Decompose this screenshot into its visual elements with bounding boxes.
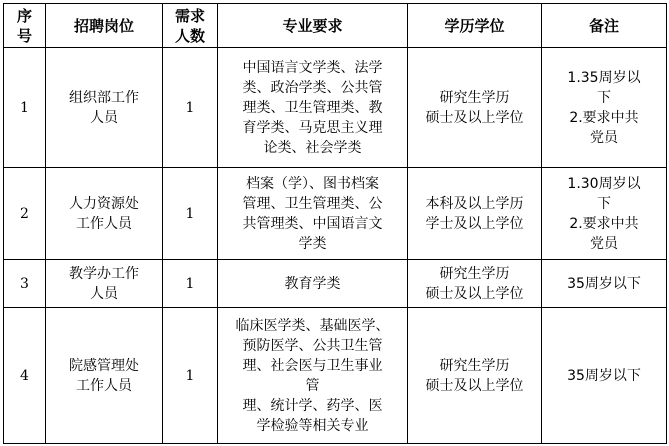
header-notes: 备注 [542, 4, 667, 48]
degree-line: 研究生学历 [439, 357, 510, 374]
row-position [46, 308, 163, 444]
table-row [4, 48, 667, 168]
major-line: 预防医学、公共卫生管 [242, 337, 383, 354]
row-count: 1 [163, 308, 218, 444]
major-line: 理类、卫生管理类、教 [242, 99, 383, 116]
row-notes [542, 48, 667, 168]
header-row [4, 4, 667, 48]
row-index: 1 [4, 48, 46, 168]
major-line: 教育学类 [284, 275, 341, 292]
row-count: 1 [163, 48, 218, 168]
row-count: 1 [163, 168, 218, 260]
notes-line: 1.35周岁以 [567, 69, 641, 86]
notes-line: 1.30周岁以 [567, 175, 641, 192]
header-index-line: 号 [16, 26, 32, 45]
degree-line: 硕士及以上学位 [425, 109, 524, 126]
position-line: 院感管理处 [69, 357, 139, 374]
position-line: 工作人员 [76, 377, 132, 394]
row-index: 2 [4, 168, 46, 260]
header-major: 专业要求 [218, 4, 408, 48]
row-position [46, 168, 163, 260]
row-degree [408, 260, 542, 308]
notes-line: 下 [597, 195, 611, 212]
notes-line: 2.要求中共 [569, 109, 639, 126]
degree-line: 硕士及以上学位 [425, 377, 524, 394]
recruitment-table [3, 3, 667, 444]
header-count [163, 4, 218, 48]
degree-line: 硕士及以上学位 [425, 285, 524, 302]
row-index: 4 [4, 308, 46, 444]
row-major [218, 48, 408, 168]
major-line: 学检验等相关专业 [256, 417, 369, 434]
major-line: 临床医学类、基础医学、 [235, 317, 390, 334]
major-line: 理、社会医与卫生事业 [242, 357, 383, 374]
notes-line: 35周岁以下 [567, 275, 641, 292]
position-line: 组织部工作 [69, 89, 139, 106]
row-degree [408, 168, 542, 260]
row-major [218, 308, 408, 444]
row-notes [542, 260, 667, 308]
degree-line: 研究生学历 [439, 265, 510, 282]
major-line: 共管理类、中国语言文 [242, 215, 383, 232]
header-index [4, 4, 46, 48]
major-line: 类、政治学类、公共管 [242, 79, 383, 96]
notes-line: 2.要求中共 [569, 215, 639, 232]
notes-line: 下 [597, 89, 611, 106]
degree-line: 本科及以上学历 [425, 195, 524, 212]
degree-line: 学士及以上学位 [425, 215, 524, 232]
row-count: 1 [163, 260, 218, 308]
notes-line: 党员 [590, 129, 618, 146]
major-line: 论类、社会学类 [263, 139, 362, 156]
header-count-line: 人数 [174, 26, 205, 45]
notes-line: 党员 [590, 235, 618, 252]
row-notes [542, 168, 667, 260]
major-line: 档案（学）、图书档案 [246, 175, 379, 192]
position-line: 工作人员 [76, 215, 132, 232]
degree-line: 研究生学历 [439, 89, 510, 106]
position-line: 人员 [90, 285, 118, 302]
header-degree: 学历学位 [408, 4, 542, 48]
row-major [218, 168, 408, 260]
major-line: 管理、卫生管理类、公 [242, 195, 383, 212]
row-degree [408, 48, 542, 168]
major-line: 管 [305, 377, 320, 394]
row-index: 3 [4, 260, 46, 308]
position-line: 教学办工作 [69, 265, 139, 282]
row-degree [408, 308, 542, 444]
position-line: 人力资源处 [69, 195, 139, 212]
notes-line: 35周岁以下 [567, 367, 641, 384]
major-line: 理、统计学、药学、医 [242, 397, 383, 414]
table-row [4, 260, 667, 308]
header-count-line: 需求 [174, 6, 205, 25]
table-row [4, 168, 667, 260]
header-position: 招聘岗位 [46, 4, 163, 48]
row-major [218, 260, 408, 308]
table-row [4, 308, 667, 444]
position-line: 人员 [90, 109, 118, 126]
major-line: 中国语言文学类、法学 [242, 59, 383, 76]
major-line: 学类 [298, 235, 327, 252]
row-notes [542, 308, 667, 444]
row-position [46, 260, 163, 308]
major-line: 育学类、马克思主义理 [242, 119, 383, 136]
header-index-line: 序 [16, 6, 32, 25]
row-position [46, 48, 163, 168]
